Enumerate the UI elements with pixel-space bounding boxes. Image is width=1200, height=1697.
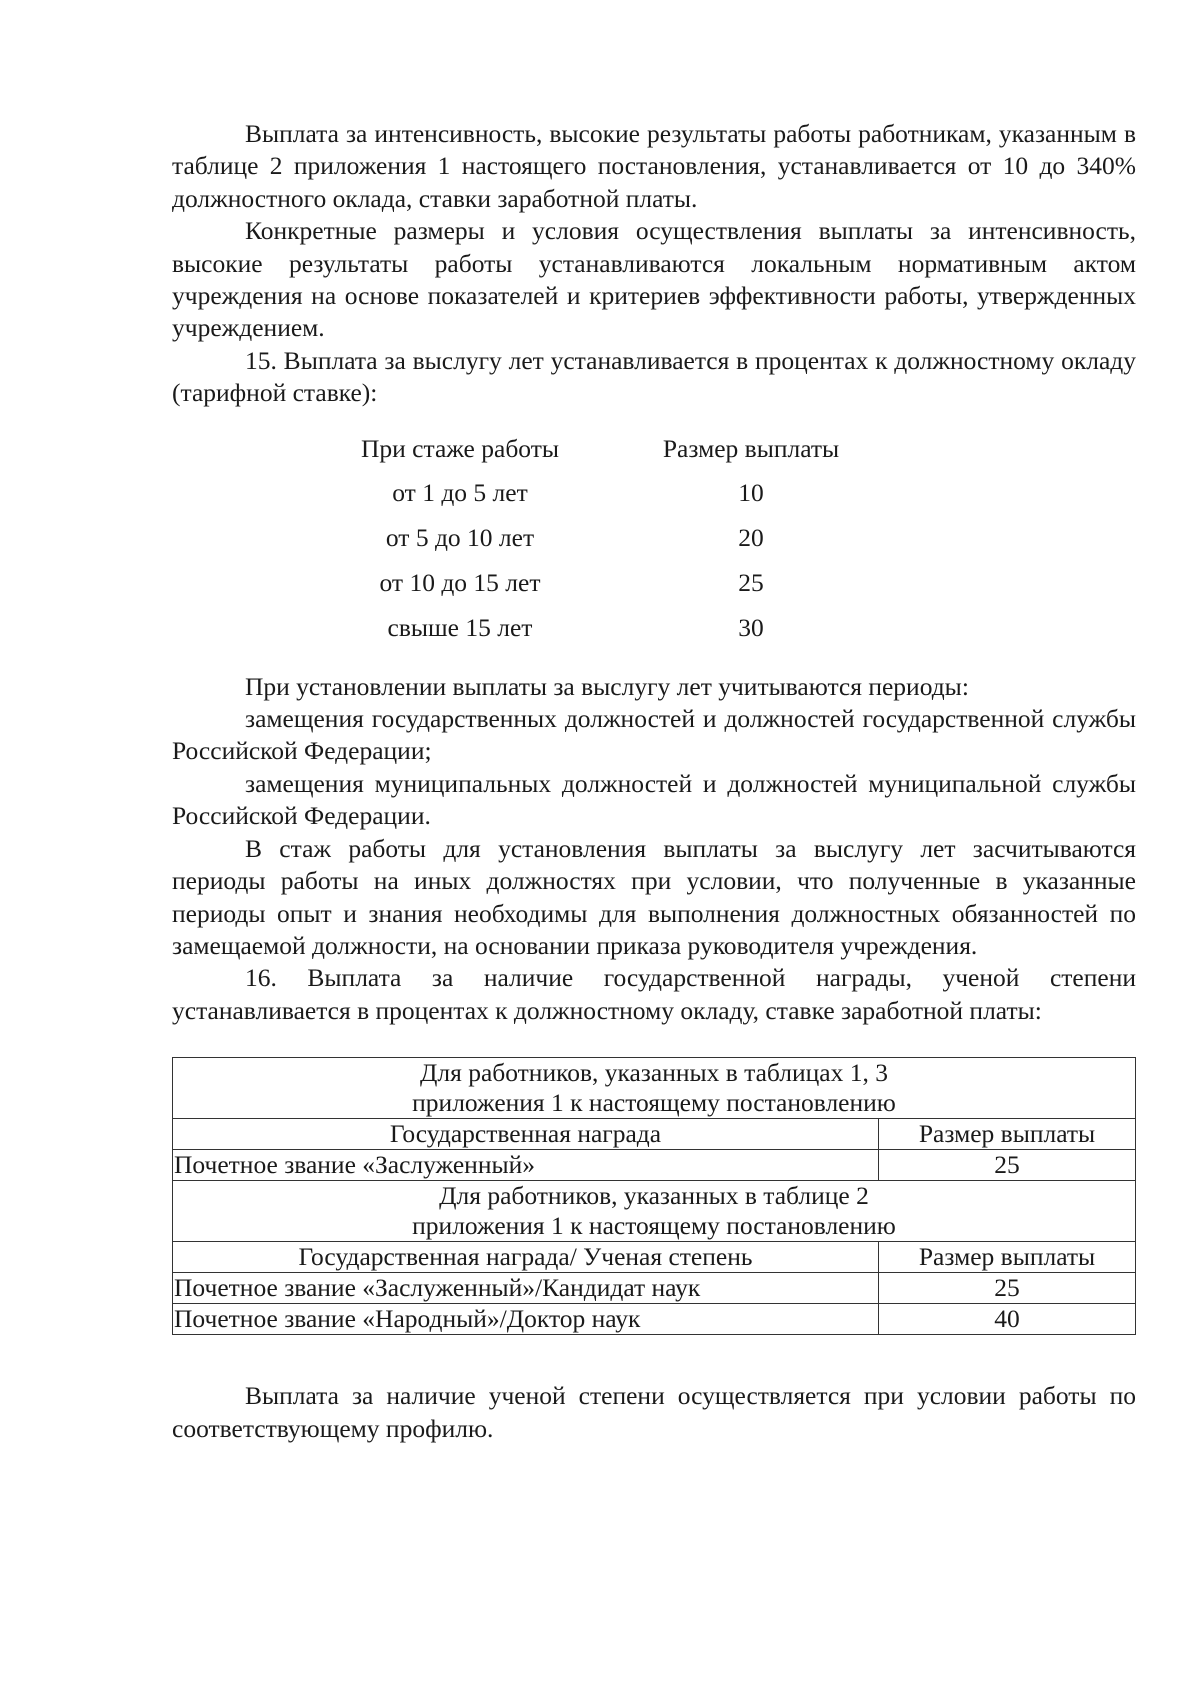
paragraph-degree-condition: Выплата за наличие ученой степени осуществляется при условии работы по соответствующему профилю. <box>172 1381 1136 1443</box>
seniority-row <box>360 606 860 651</box>
awards-row <box>173 1273 1136 1304</box>
paragraph-award-payment: 16. Выплата за наличие государственной награды, ученой степени устанавливается в процентах к должностному окладу, ставке заработной платы: <box>172 963 1136 1025</box>
seniority-row <box>360 471 860 516</box>
awards-section2-title-line2: приложения 1 к настоящему постановлению <box>412 1211 896 1241</box>
paragraph-seniority-payment: 15. Выплата за выслугу лет устанавливается в процентах к должностному окладу (тарифной ставке): <box>172 345 1136 408</box>
seniority-experience-cell: свыше 15 лет <box>387 612 533 642</box>
awards-value-cell: 40 <box>879 1304 1136 1335</box>
awards-section-title <box>173 1058 1136 1119</box>
awards-header-value: Размер выплаты <box>879 1119 1136 1150</box>
awards-name-cell: Почетное звание «Народный»/Доктор наук <box>173 1304 879 1335</box>
seniority-amount-cell: 25 <box>738 567 764 597</box>
awards-name-cell: Почетное звание «Заслуженный»/Кандидат наук <box>173 1273 879 1304</box>
paragraph-intensity-conditions: Конкретные размеры и условия осуществления выплаты за интенсивность, высокие результаты работы устанавливаются локальным нормативным актом учреждения на основе показателей и критериев эффективности работы, утвержденных учреждением. <box>172 216 1136 343</box>
awards-header-row <box>173 1119 1136 1150</box>
seniority-header-experience: При стаже работы <box>361 433 559 463</box>
paragraph-periods-municipal: замещения муниципальных должностей и должностей муниципальной службы Российской Федерации. <box>172 768 1136 831</box>
awards-name-cell: Почетное звание «Заслуженный» <box>173 1150 879 1181</box>
awards-value-cell: 25 <box>879 1273 1136 1304</box>
paragraph-intensity-payment: Выплата за интенсивность, высокие результаты работы работникам, указанным в таблице 2 приложения 1 настоящего постановления, устанавливается от 10 до 340% должностного оклада, ставки заработной платы. <box>172 119 1136 213</box>
seniority-amount-cell: 20 <box>738 522 764 552</box>
awards-section1-title-line2: приложения 1 к настоящему постановлению <box>412 1088 896 1118</box>
seniority-amount-cell: 30 <box>738 612 764 642</box>
seniority-experience-cell: от 5 до 10 лет <box>385 522 535 552</box>
seniority-periods-section <box>172 671 1136 1027</box>
seniority-amount-cell: 10 <box>738 477 764 507</box>
awards-section2-title-line1: Для работников, указанных в таблице 2 <box>439 1181 869 1211</box>
awards-header-name: Государственная награда/ Ученая степень <box>173 1242 879 1273</box>
awards-header-name: Государственная награда <box>173 1119 879 1150</box>
awards-section1-title-line1: Для работников, указанных в таблицах 1, 3 <box>419 1058 888 1088</box>
awards-row <box>173 1150 1136 1181</box>
awards-section-title <box>173 1181 1136 1242</box>
awards-table <box>172 1057 1136 1335</box>
paragraph-periods-state: замещения государственных должностей и должностей государственной службы Российской Федерации; <box>172 704 1136 766</box>
seniority-table <box>360 428 860 651</box>
seniority-row <box>360 516 860 561</box>
seniority-experience-cell: от 1 до 5 лет <box>392 477 528 507</box>
seniority-row <box>360 561 860 606</box>
seniority-experience-cell: от 10 до 15 лет <box>379 567 541 597</box>
awards-row <box>173 1304 1136 1335</box>
seniority-header-amount: Размер выплаты <box>662 433 840 463</box>
seniority-table-header <box>360 428 860 471</box>
awards-header-value: Размер выплаты <box>879 1242 1136 1273</box>
awards-header-row <box>173 1242 1136 1273</box>
awards-value-cell: 25 <box>879 1150 1136 1181</box>
paragraph-other-positions: В стаж работы для установления выплаты за выслугу лет засчитываются периоды работы на иных должностях при условии, что полученные в указанные периоды опыт и знания необходимы для выполнения должностных обязанностей по замещаемой должности, на основании приказа руководителя учреждения. <box>172 833 1136 960</box>
document-page <box>172 118 1136 1445</box>
paragraph-periods-intro: При установлении выплаты за выслугу лет учитываются периоды: <box>245 671 969 701</box>
